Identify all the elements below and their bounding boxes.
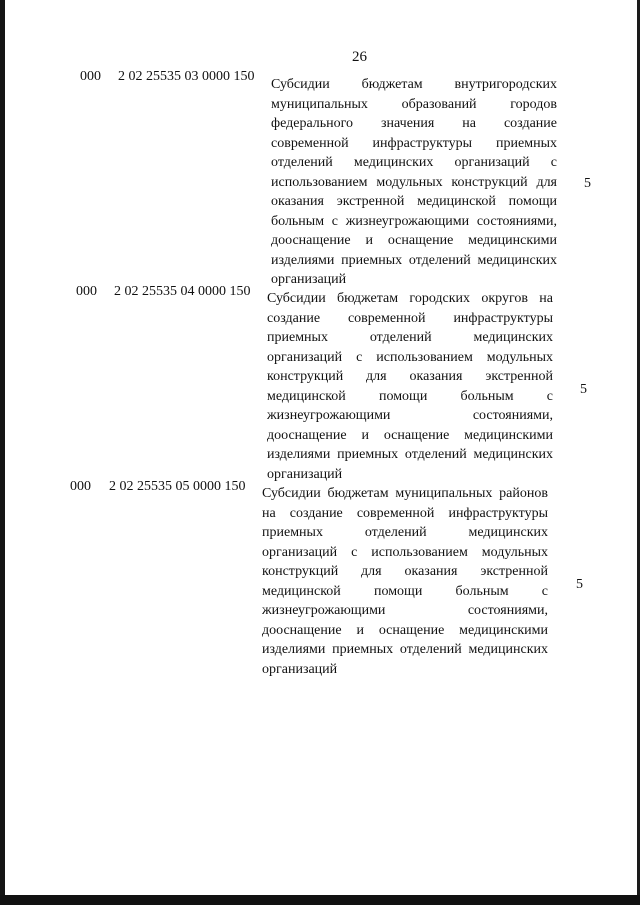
budget-classification-code: 2 02 25535 05 0000 150 (109, 479, 246, 494)
row-description: Субсидии бюджетам внутригородских муниципальных образований городов федерального значения на создание современной инфраструктуры приемных отделений медицинских организаций с использованием модульных конструкций для оказания экстренной медицинской помощи больным с жизнеугрожающими состояниями, дооснащение и оснащение медицинскими изделиями приемных отделений медицинских организаций (271, 77, 557, 287)
scan-left-border (0, 0, 5, 905)
row-description: Субсидии бюджетам муниципальных районов на создание современной инфраструктуры приемных отделений медицинских организаций с использованием модульных конструкций для оказания экстренной медицинской помощи больным с жизнеугрожающими состояниями, дооснащение и оснащение медицинскими изделиями приемных отделений медицинских организаций (262, 486, 548, 677)
admin-code: 000 (80, 69, 101, 84)
row-description: Субсидии бюджетам городских округов на создание современной инфраструктуры приемных отделений медицинских организаций с использованием модульных конструкций для оказания экстренной медицинской помощи больным с жизнеугрожающими состояниями, дооснащение и оснащение медицинскими изделиями приемных отделений медицинских организаций (267, 291, 553, 482)
page-number: 26 (352, 49, 367, 65)
row-amount: 5 (580, 382, 587, 397)
row-amount: 5 (576, 577, 583, 592)
scan-bottom-border (0, 895, 640, 905)
admin-code: 000 (70, 479, 91, 494)
budget-classification-code: 2 02 25535 03 0000 150 (118, 69, 255, 84)
budget-classification-code: 2 02 25535 04 0000 150 (114, 284, 251, 299)
admin-code: 000 (76, 284, 97, 299)
row-amount: 5 (584, 176, 591, 191)
